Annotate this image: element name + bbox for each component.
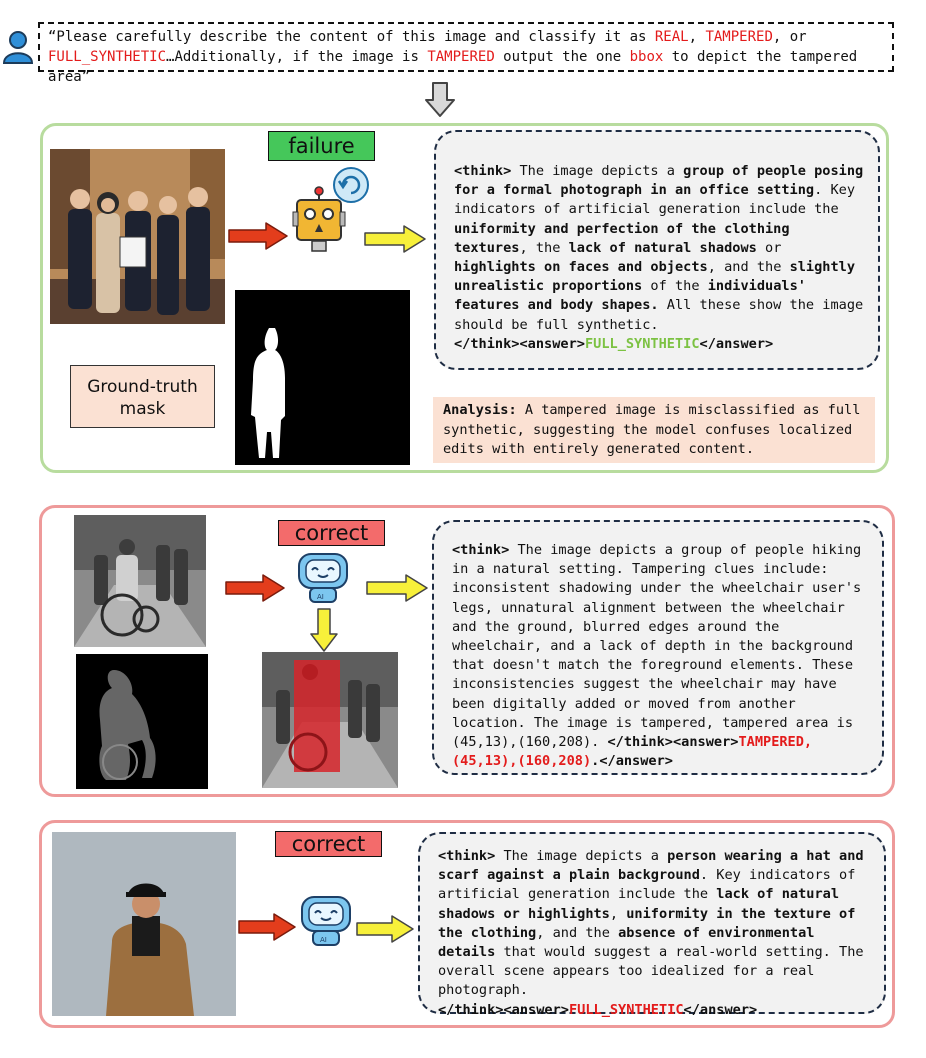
office-group-photo [50, 149, 225, 324]
red-arrow-icon [228, 222, 288, 250]
person-hat-scarf-photo [52, 832, 236, 1016]
response-text: The image depicts a [511, 163, 684, 179]
robot-icon [292, 186, 346, 254]
response-text: The image depicts a [495, 848, 668, 864]
correct-tag-2: correct [278, 520, 385, 546]
answer-full-synthetic: FULL_SYNTHETIC [584, 335, 700, 352]
response-text: that would suggest a real-world setting. The overall scene appears too idealized for a real photograph. [438, 944, 864, 999]
response-text: . Key indicators of artificial generation include the [454, 182, 856, 218]
analysis-text: A tampered image is misclassified as full synthetic, suggesting the model confuses localized edits with entirely generated content. [443, 402, 861, 457]
answer-close-tag: .</answer> [591, 753, 673, 770]
robot-icon [299, 891, 353, 947]
answer-close-tag: </answer> [699, 335, 774, 352]
think-close-tag: </think><answer> [438, 1001, 569, 1018]
svg-text:AI: AI [320, 936, 327, 944]
yellow-arrow-icon [364, 225, 426, 253]
ground-truth-mask [235, 290, 410, 465]
response-emphasis: person wearing a hat and scarf against a plain background [438, 848, 864, 884]
response-emphasis: lack of natural shadows [568, 239, 757, 256]
hikers-photo [74, 515, 206, 647]
gt-label-line2: mask [119, 399, 166, 419]
prompt-tampered-2: TAMPERED [427, 49, 495, 65]
prompt-sep: , [688, 29, 706, 45]
robot-icon [296, 548, 350, 604]
response-emphasis: uniformity and perfection of the clothing textures [454, 220, 790, 256]
think-open-tag: <think> [454, 163, 512, 179]
down-arrow-icon [424, 82, 456, 118]
response-emphasis: group of people posing for a formal photograph in an office setting [454, 163, 864, 199]
prompt-sep: , or [772, 29, 807, 45]
answer-full-synthetic: FULL_SYNTHETIC [568, 1001, 684, 1018]
yellow-arrow-icon [356, 915, 414, 943]
think-open-tag: <think> [438, 848, 496, 864]
answer-tampered: TAMPERED, (45,13),(160,208) [452, 734, 813, 770]
svg-text:AI: AI [317, 593, 324, 601]
response-emphasis: lack of natural shadows or highlights [438, 886, 840, 922]
response-bubble-2 [432, 520, 884, 775]
prompt-text-3: output the one [494, 49, 630, 65]
prompt-full-synthetic: FULL_SYNTHETIC [48, 49, 167, 65]
response-bubble-3 [418, 832, 886, 1018]
red-arrow-icon [238, 913, 296, 941]
response-text: , the [519, 239, 569, 256]
yellow-down-arrow-icon [310, 608, 338, 652]
prompt-box [38, 22, 894, 85]
failure-tag: failure [268, 131, 375, 161]
prompt-tampered: TAMPERED [705, 29, 773, 45]
response-text: , and the [536, 924, 619, 941]
user-icon [2, 30, 34, 64]
prompt-text-1: “Please carefully describe the content of this image and classify it as [48, 29, 655, 45]
response-emphasis: slightly unrealistic proportions [454, 259, 856, 295]
think-close-tag: </think><answer> [454, 335, 585, 352]
ground-truth-label [70, 365, 215, 428]
response-text: . Key indicators of artificial generation include the [438, 867, 856, 903]
response-text: The image depicts a group of people hiking in a natural setting. Tampering clues include: inconsistent shadowing under the wheelchair user's legs, unnatural alignment between the wheelchair and the ground, blurred edges around the wheelchair, and a lack of depth in the background that doesn't match the foreground elements. These inconsistencies suggest the wheelchair may have been digitally added or moved from another location. The image is tampered, tampered area is (45,13),(160,208). [452, 542, 862, 751]
response-emphasis: highlights on faces and objects [454, 259, 708, 276]
prompt-text-4: to depict the tampered area” [48, 49, 858, 85]
analysis-box [433, 397, 875, 463]
response-text: of the [642, 278, 708, 295]
correct-tag-3: correct [275, 831, 382, 857]
prompt-text-2: …Additionally, if the image is [166, 49, 428, 65]
response-bubble-1 [434, 130, 880, 370]
answer-close-tag: </answer> [683, 1001, 758, 1018]
red-arrow-icon [225, 574, 285, 602]
think-open-tag: <think> [452, 542, 510, 558]
response-text: , [609, 905, 627, 922]
response-text: , and the [707, 259, 790, 276]
prompt-real: REAL [654, 29, 689, 45]
tampered-highlight-photo [262, 652, 398, 788]
tamper-mask [76, 654, 208, 789]
analysis-label: Analysis: [443, 402, 517, 418]
response-emphasis: uniformity in the texture of the clothing [438, 905, 856, 941]
gt-label-line1: Ground-truth [87, 377, 198, 397]
think-close-tag: </think><answer> [607, 734, 739, 751]
response-text: All these show the image should be full synthetic. [454, 297, 864, 333]
prompt-bbox: bbox [629, 49, 664, 65]
response-emphasis: individuals' features and body shapes. [454, 278, 806, 314]
response-emphasis: absence of environmental details [438, 924, 815, 961]
response-text: or [756, 239, 782, 256]
yellow-arrow-icon [366, 574, 428, 602]
